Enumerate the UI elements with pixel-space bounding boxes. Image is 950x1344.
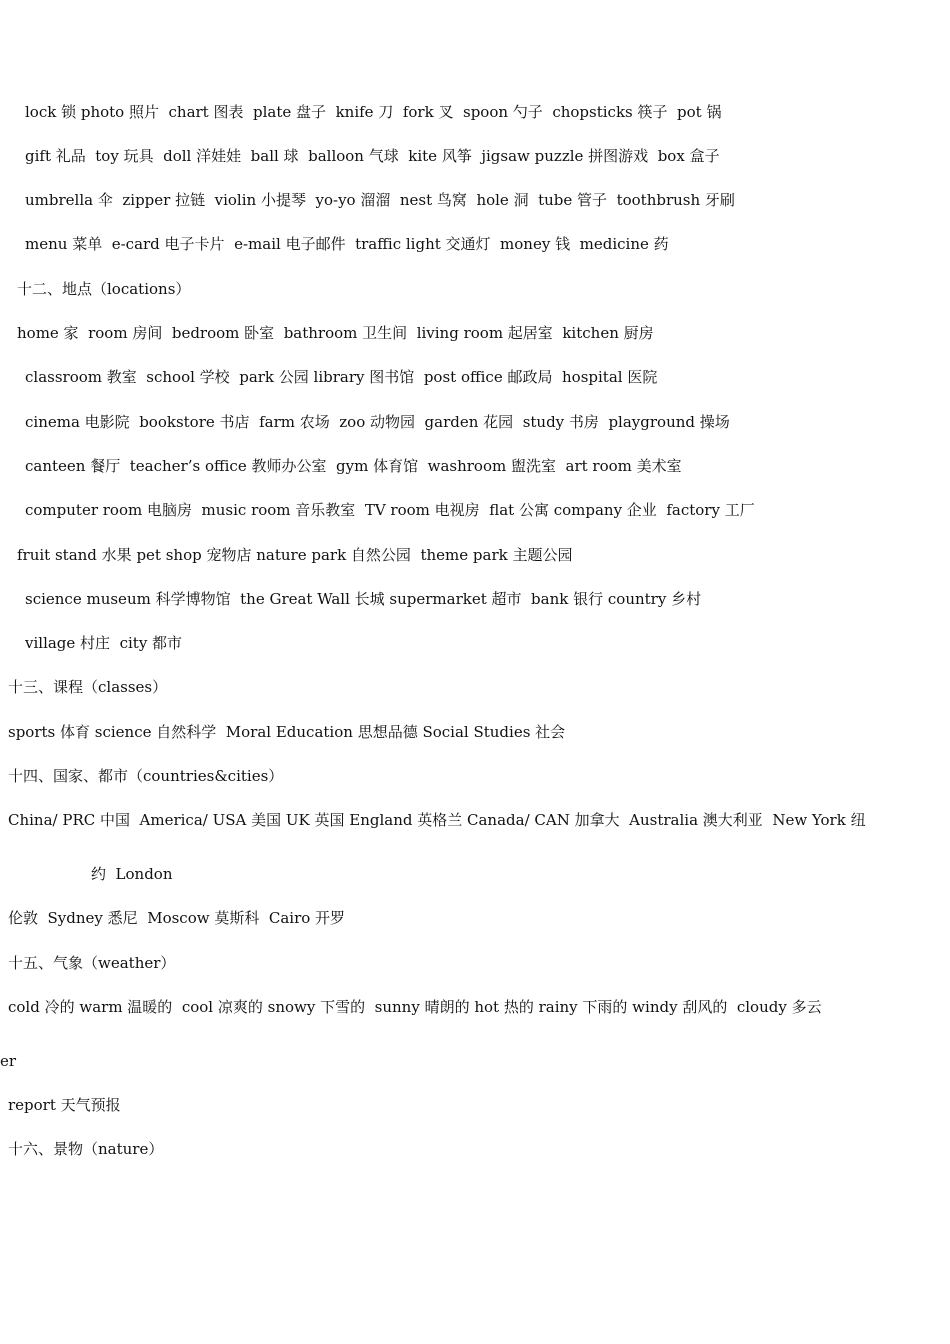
text-line: cinema 电影院 bookstore 书店 farm 农场 zoo 动物园 garden 花园 study 书房 playground 操场 (25, 413, 730, 431)
text-line: canteen 餐厅 teacher’s office 教师办公室 gym 体育馆 washroom 盥洗室 art room 美术室 (25, 457, 682, 475)
text-line: computer room 电脑房 music room 音乐教室 TV room 电视房 flat 公寓 company 企业 factory 工厂 (25, 501, 755, 519)
text-line: lock 锁 photo 照片 chart 图表 plate 盘子 knife 刀 fork 叉 spoon 勺子 chopsticks 筷子 pot 锅 (25, 103, 722, 121)
section-heading: 十五、气象（weather） (8, 954, 176, 972)
text-line: village 村庄 city 都市 (25, 634, 183, 652)
text-line: home 家 room 房间 bedroom 卧室 bathroom 卫生间 living room 起居室 kitchen 厨房 (17, 324, 654, 342)
text-line: gift 礼品 toy 玩具 doll 洋娃娃 ball 球 balloon 气球 kite 风筝 jigsaw puzzle 拼图游戏 box 盒子 (25, 147, 720, 165)
text-line: menu 菜单 e-card 电子卡片 e-mail 电子邮件 traffic light 交通灯 money 钱 medicine 药 (25, 235, 669, 253)
text-line: cold 冷的 warm 温暖的 cool 凉爽的 snowy 下雪的 sunny 晴朗的 hot 热的 rainy 下雨的 windy 刮风的 cloudy 多云 (8, 998, 822, 1016)
text-line: report 天气预报 (8, 1096, 121, 1114)
section-heading: 十四、国家、都市（countries&cities） (8, 767, 284, 785)
text-line: classroom 教室 school 学校 park 公园 library 图书馆 post office 邮政局 hospital 医院 (25, 368, 658, 386)
text-line: fruit stand 水果 pet shop 宠物店 nature park 自然公园 theme park 主题公园 (17, 546, 573, 564)
text-line: China/ PRC 中国 America/ USA 美国 UK 英国 England 英格兰 Canada/ CAN 加拿大 Australia 澳大利亚 New York 纽 (8, 811, 866, 829)
text-line: 约 London (91, 865, 173, 883)
text-line: sports 体育 science 自然科学 Moral Education 思想品德 Social Studies 社会 (8, 723, 566, 741)
text-line: umbrella 伞 zipper 拉链 violin 小提琴 yo-yo 溜溜 nest 鸟窝 hole 洞 tube 管子 toothbrush 牙刷 (25, 191, 735, 209)
text-line: science museum 科学博物馆 the Great Wall 长城 supermarket 超市 bank 银行 country 乡村 (25, 590, 702, 608)
section-heading: 十六、景物（nature） (8, 1140, 164, 1158)
text-line: er (0, 1052, 17, 1070)
section-heading: 十三、课程（classes） (8, 678, 168, 696)
text-line: 伦敦 Sydney 悉尼 Moscow 莫斯科 Cairo 开罗 (8, 909, 346, 927)
section-heading: 十二、地点（locations） (17, 280, 191, 298)
